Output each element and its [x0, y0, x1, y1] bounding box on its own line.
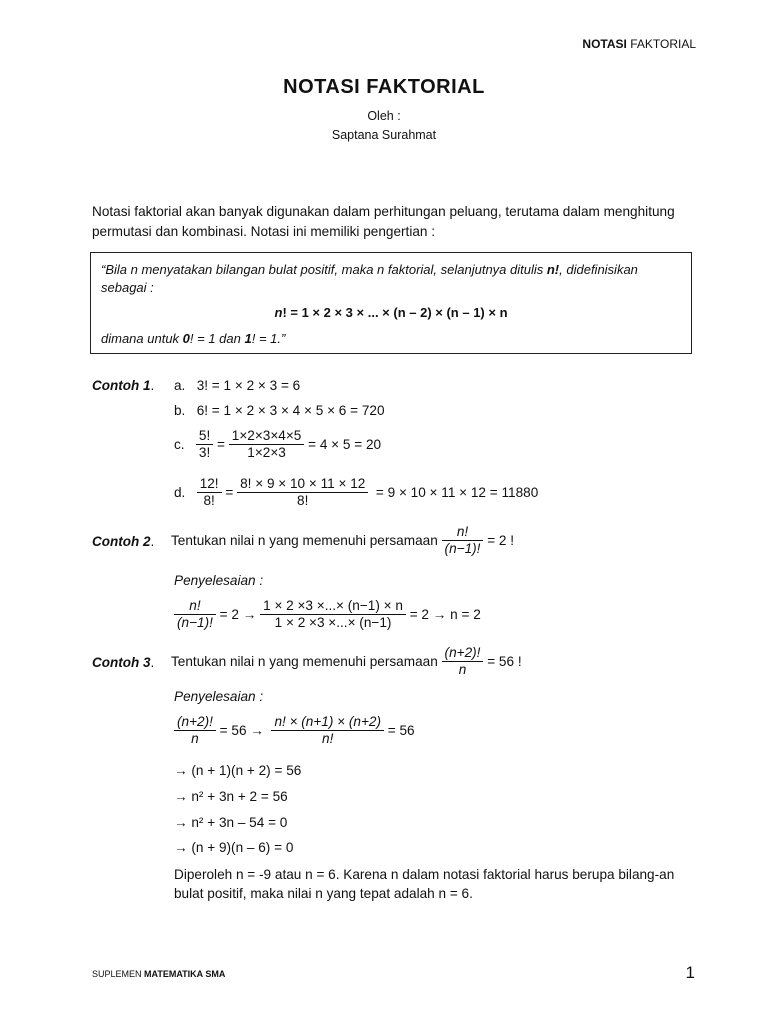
formula-rest: ! = 1 × 2 × 3 × ... × (n – 2) × (n – 1) × n	[282, 305, 508, 320]
contoh2-solution-label: Penyelesaian :	[174, 573, 264, 588]
contoh1-d-eq: =	[225, 485, 234, 500]
contoh1-a-mark: a.	[174, 378, 186, 393]
byline: Oleh :	[367, 109, 401, 123]
contoh1-c-result: = 4 × 5 = 20	[308, 437, 382, 452]
contoh1-c-den1: 3!	[198, 445, 211, 460]
contoh3-step3: → n² + 3n – 54 = 0	[174, 815, 288, 830]
contoh2-question	[171, 524, 514, 557]
contoh1-d-num1: 12!	[197, 476, 222, 493]
contoh1-b-text: 6! = 1 × 2 × 3 × 4 × 5 × 6 = 720	[196, 403, 385, 418]
contoh1-b-mark: b.	[174, 403, 186, 418]
intro-paragraph: Notasi faktorial akan banyak digunakan dalam perhitungan peluang, terutama dalam menghitung permutasi dan kombinasi. Notasi ini memiliki pengertian :	[92, 204, 675, 239]
contoh1-d-frac2	[237, 476, 368, 509]
contoh3-solution-label: Penyelesaian :	[174, 689, 264, 704]
contoh1-c-frac1	[196, 428, 213, 461]
contoh1-c-den2: 1×2×3	[247, 445, 286, 460]
contoh3-q-den: n	[458, 662, 467, 677]
contoh2-question-frac	[442, 524, 484, 557]
contoh3-question-frac	[442, 645, 484, 678]
contoh1-d	[174, 476, 538, 509]
contoh3-s-num2: n! × (n+1) × (n+2)	[271, 714, 384, 731]
contoh3-label-text: Contoh 3	[92, 655, 151, 670]
definition-nfact: n!	[546, 262, 560, 277]
contoh1-d-frac1	[197, 476, 222, 509]
contoh3-s-num1: (n+2)!	[174, 714, 216, 731]
contoh1-c-frac2	[229, 428, 305, 461]
contoh3-q-end: = 56 !	[487, 654, 522, 669]
contoh1-c-num1: 5!	[196, 428, 213, 445]
contoh2-s-den1: (n−1)!	[177, 615, 213, 630]
contoh1-c-mark: c.	[174, 437, 185, 452]
page-title: NOTASI FAKTORIAL	[283, 76, 485, 98]
contoh1-b	[174, 403, 385, 418]
contoh2-q-num: n!	[442, 524, 484, 541]
contoh3-question-text: Tentukan nilai n yang memenuhi persamaan	[171, 654, 438, 669]
contoh1-label: Contoh 1.	[92, 378, 155, 393]
contoh3-step1: → (n + 1)(n + 2) = 56	[174, 763, 302, 778]
footer-left	[92, 969, 225, 979]
contoh2-q-end: = 2 !	[487, 533, 515, 548]
contoh3-s-frac1	[174, 714, 216, 747]
running-header	[582, 37, 696, 51]
definition-zero	[101, 331, 285, 346]
contoh2-s-den2: 1 × 2 ×3 ×...× (n−1)	[274, 615, 392, 630]
contoh3-step4: → (n + 9)(n – 6) = 0	[174, 840, 294, 855]
running-header-rest: FAKTORIAL	[626, 37, 696, 51]
definition-line1-end: , didefinisikan sebagai :	[101, 262, 638, 295]
def-zero-c: ! = 1 dan	[189, 331, 245, 346]
contoh2-s-eq1: = 2 →	[219, 607, 257, 622]
contoh3-solution	[174, 714, 415, 747]
contoh2-question-text: Tentukan nilai n yang memenuhi persamaan	[171, 533, 438, 548]
contoh1-d-result: = 9 × 10 × 11 × 12 = 11880	[375, 485, 539, 500]
contoh2-label-text: Contoh 2	[92, 534, 151, 549]
contoh3-label: Contoh 3.	[92, 655, 155, 670]
contoh1-d-mark: d.	[174, 485, 186, 500]
definition-box	[90, 252, 692, 354]
contoh1-a	[174, 378, 300, 393]
contoh3-s-den1: n	[191, 731, 199, 746]
contoh3-s-eq1: = 56 →	[219, 723, 264, 738]
contoh3-s-frac2	[271, 714, 384, 747]
def-zero-b1: 1	[244, 331, 252, 346]
page-number: 1	[685, 963, 695, 982]
contoh2-label: Contoh 2.	[92, 534, 155, 549]
footer-left-bold: MATEMATIKA SMA	[144, 969, 226, 979]
formula-n: n	[274, 305, 283, 320]
contoh1-d-num2: 8! × 9 × 10 × 11 × 12	[237, 476, 368, 493]
running-header-bold: NOTASI	[582, 37, 627, 51]
contoh2-q-den: (n−1)!	[444, 541, 481, 556]
contoh2-s-frac2	[260, 598, 406, 631]
author: Saptana Surahmat	[331, 128, 437, 142]
contoh2-s-eq2: = 2 → n = 2	[409, 607, 481, 622]
contoh1-label-text: Contoh 1	[92, 378, 151, 393]
contoh2-s-num1: n!	[174, 598, 216, 615]
definition-line1: “Bila n menyatakan bilangan bulat positif, maka n faktorial, selanjutnya ditulis	[101, 262, 547, 277]
contoh2-solution	[174, 598, 481, 631]
contoh3-q-num: (n+2)!	[442, 645, 484, 662]
contoh3-conclusion: Diperoleh n = -9 atau n = 6. Karena n dalam notasi faktorial harus berupa bilang-an bulat positif, maka nilai n yang tepat adalah n = 6.	[174, 867, 675, 901]
contoh1-c-num2: 1×2×3×4×5	[229, 428, 305, 445]
contoh2-s-num2: 1 × 2 ×3 ×...× (n−1) × n	[260, 598, 406, 615]
contoh3-s-eq2: = 56	[387, 723, 415, 738]
definition-text	[101, 261, 685, 297]
footer-left-plain: SUPLEMEN	[92, 969, 145, 979]
contoh3-question	[171, 645, 522, 678]
definition-formula	[91, 305, 691, 320]
contoh2-s-frac1	[174, 598, 216, 631]
def-zero-d: ! = 1.”	[251, 331, 286, 346]
contoh1-c-eq: =	[217, 437, 225, 452]
contoh1-d-den2: 8!	[297, 493, 309, 508]
def-zero-a: dimana untuk	[101, 331, 183, 346]
contoh1-d-den1: 8!	[203, 493, 215, 508]
contoh1-a-text: 3! = 1 × 2 × 3 = 6	[196, 378, 301, 393]
def-zero-b0: 0	[182, 331, 190, 346]
contoh3-s-den2: n!	[322, 731, 334, 746]
contoh3-step2: → n² + 3n + 2 = 56	[174, 789, 288, 804]
contoh1-c	[174, 428, 381, 461]
